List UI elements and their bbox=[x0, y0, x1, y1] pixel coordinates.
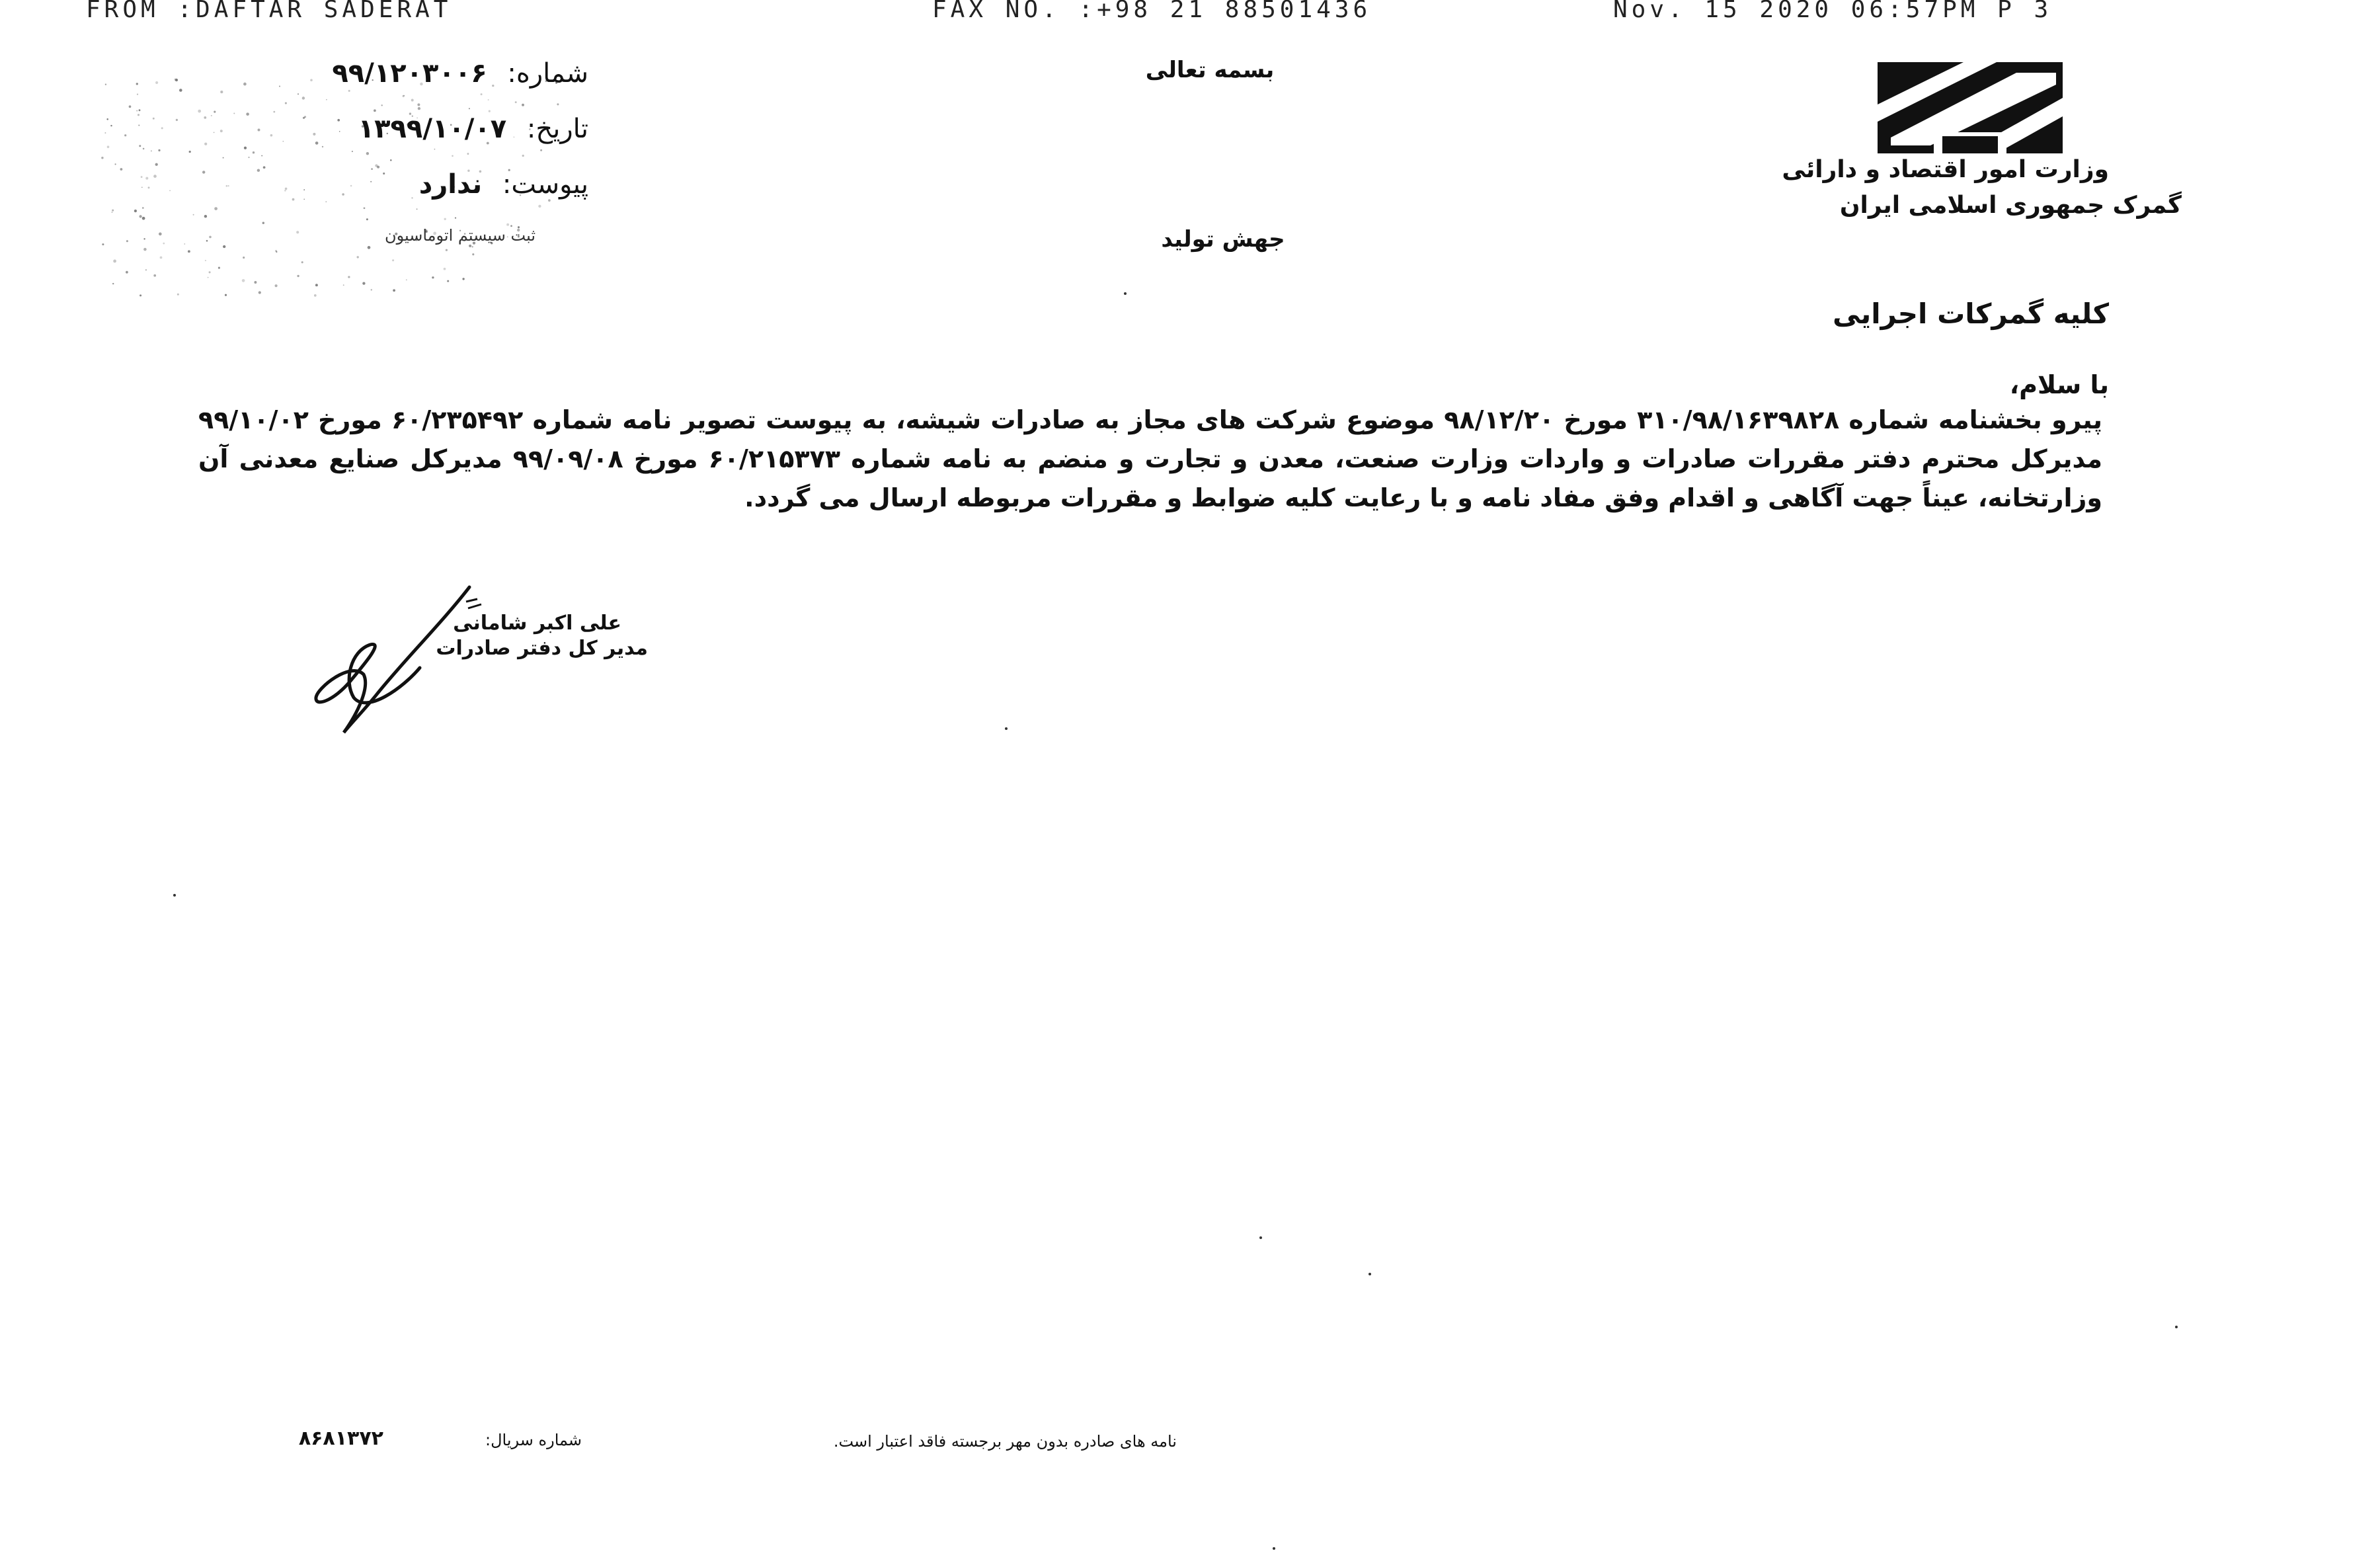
scan-speck bbox=[462, 278, 464, 280]
letter-date bbox=[358, 114, 588, 144]
scan-speck bbox=[368, 246, 371, 249]
org-customs: گمرک جمهوری اسلامی ایران bbox=[1839, 192, 2182, 219]
scan-speck bbox=[209, 236, 212, 239]
scan-speck bbox=[208, 277, 209, 278]
scan-speck bbox=[292, 198, 295, 201]
scan-dot bbox=[2175, 1326, 2178, 1328]
scan-speck bbox=[434, 149, 436, 150]
scan-speck bbox=[145, 177, 148, 180]
scan-speck bbox=[126, 240, 128, 242]
scan-speck bbox=[285, 102, 287, 104]
letter-body: پیرو بخشنامه شماره ۳۱۰/۹۸/۱۶۳۹۸۲۸ مورخ ۹۸/۱۲/۲۰ موضوع شرکت های مجاز به صادرات شیشه، به پیوست تصویر نامه شماره ۶۰/۲۳۵۴۹۲ مورخ ۹۹/۱۰/۰۲ مدیرکل محترم دفتر مقررات صادرات و واردات وزارت صنعت، معدن و تجارت و منضم به نامه شماره ۶۰/۲۱۵۳۷۳ مورخ ۹۹/۰۹/۰۸ مدیرکل صنایع معدنی آن وزارتخانه، عیناً جهت آگاهی و اقدام وفق مفاد نامه و با رعایت کلیه ضوابط و مقررات مربوطه ارسال می گردد. bbox=[198, 405, 2102, 512]
letter-number-value: ۹۹/۱۲۰۳۰۰۶ bbox=[332, 58, 487, 89]
scan-speck bbox=[348, 276, 350, 278]
scan-speck bbox=[160, 257, 163, 259]
customs-logo-icon bbox=[1864, 58, 2076, 157]
scan-speck bbox=[205, 260, 206, 261]
scan-speck bbox=[301, 261, 303, 263]
scan-speck bbox=[169, 190, 171, 191]
scan-speck bbox=[302, 97, 305, 99]
scan-speck bbox=[113, 260, 116, 263]
scan-speck bbox=[223, 245, 225, 248]
scan-speck bbox=[204, 116, 206, 119]
scan-speck bbox=[138, 114, 139, 116]
letter-number bbox=[332, 58, 588, 89]
scan-speck bbox=[522, 104, 524, 106]
scan-speck bbox=[136, 110, 138, 111]
fax-date-page: Nov. 15 2020 06:57PM P 3 bbox=[1613, 0, 2053, 23]
scan-dot bbox=[1259, 1236, 1262, 1239]
scan-speck bbox=[120, 168, 123, 171]
scan-speck bbox=[225, 294, 227, 296]
scan-speck bbox=[469, 245, 471, 247]
scan-speck bbox=[209, 271, 211, 273]
scan-speck bbox=[242, 279, 245, 282]
letter-attachment bbox=[419, 169, 588, 200]
scan-speck bbox=[310, 79, 313, 81]
scan-speck bbox=[204, 143, 207, 145]
scan-speck bbox=[538, 205, 541, 208]
scan-speck bbox=[444, 218, 446, 220]
scan-speck bbox=[220, 91, 223, 93]
scan-speck bbox=[515, 101, 517, 103]
letter-attachment-label: پیوست: bbox=[502, 169, 588, 200]
scan-speck bbox=[366, 218, 368, 220]
validity-note: نامه های صادره بدون مهر برجسته فاقد اعتبار است. bbox=[833, 1432, 1177, 1451]
scan-speck bbox=[124, 134, 126, 136]
serial-number-value: ۸۶۸۱۳۷۲ bbox=[298, 1427, 383, 1450]
scan-speck bbox=[141, 176, 143, 178]
scan-speck bbox=[189, 151, 191, 153]
scan-speck bbox=[153, 274, 156, 277]
scan-speck bbox=[325, 201, 327, 202]
scan-speck bbox=[143, 148, 145, 150]
slogan-heading: جهش تولید bbox=[1161, 226, 1285, 253]
scan-speck bbox=[366, 152, 369, 155]
scan-speck bbox=[348, 90, 350, 92]
scan-speck bbox=[136, 83, 138, 85]
scan-speck bbox=[262, 221, 264, 223]
scan-speck bbox=[101, 157, 103, 159]
scan-speck bbox=[303, 117, 305, 119]
scan-speck bbox=[112, 283, 114, 284]
scan-speck bbox=[314, 294, 317, 297]
scan-speck bbox=[444, 268, 446, 270]
scan-speck bbox=[141, 186, 143, 188]
letter-date-label: تاریخ: bbox=[526, 114, 588, 144]
scan-speck bbox=[129, 105, 132, 108]
scan-speck bbox=[283, 141, 284, 142]
scan-speck bbox=[106, 118, 108, 120]
scan-speck bbox=[411, 197, 413, 198]
scan-speck bbox=[472, 253, 474, 255]
scan-speck bbox=[489, 110, 491, 112]
scan-speck bbox=[248, 157, 249, 158]
scan-speck bbox=[253, 151, 255, 153]
scan-speck bbox=[158, 149, 160, 151]
scan-speck bbox=[233, 112, 235, 114]
scan-speck bbox=[337, 119, 340, 122]
scan-speck bbox=[315, 141, 319, 145]
scan-speck bbox=[403, 95, 405, 97]
scan-speck bbox=[184, 243, 185, 245]
scan-speck bbox=[142, 207, 144, 209]
handwritten-signature bbox=[304, 582, 489, 741]
scan-speck bbox=[258, 129, 260, 132]
letter-date-value: ۱۳۹۹/۱۰/۰۷ bbox=[358, 114, 507, 144]
scan-speck bbox=[139, 109, 141, 111]
scan-speck bbox=[418, 107, 420, 110]
scan-speck bbox=[452, 155, 454, 157]
scan-speck bbox=[243, 83, 247, 86]
scan-speck bbox=[374, 109, 376, 112]
fax-number: FAX NO. :+98 21 88501436 bbox=[932, 0, 1372, 23]
scan-dot bbox=[1368, 1273, 1371, 1275]
scan-speck bbox=[138, 124, 139, 126]
scan-speck bbox=[110, 125, 112, 126]
greeting: با سلام، bbox=[2009, 370, 2109, 399]
scan-speck bbox=[179, 89, 182, 92]
serial-number-label: شماره سریال: bbox=[485, 1431, 582, 1449]
fax-from: FROM :DAFTAR SADERAT bbox=[86, 0, 452, 23]
scan-speck bbox=[417, 103, 420, 106]
scan-speck bbox=[163, 243, 165, 245]
scan-speck bbox=[522, 155, 524, 157]
scan-speck bbox=[357, 256, 359, 258]
scan-speck bbox=[339, 131, 340, 132]
scan-speck bbox=[143, 238, 145, 239]
scan-speck bbox=[139, 145, 141, 147]
scan-speck bbox=[303, 189, 305, 190]
scan-speck bbox=[102, 243, 104, 245]
scan-speck bbox=[257, 169, 260, 171]
scan-speck bbox=[153, 175, 157, 178]
scan-speck bbox=[206, 240, 208, 242]
scan-speck bbox=[370, 181, 372, 182]
scan-speck bbox=[411, 99, 414, 102]
scan-speck bbox=[243, 257, 245, 259]
scan-speck bbox=[297, 275, 299, 277]
scan-speck bbox=[223, 157, 224, 159]
scan-speck bbox=[254, 281, 257, 284]
scan-speck bbox=[275, 284, 278, 287]
scan-speck bbox=[139, 294, 141, 296]
scan-speck bbox=[375, 164, 377, 167]
scan-speck bbox=[275, 250, 277, 252]
scan-speck bbox=[371, 289, 372, 290]
scan-speck bbox=[218, 267, 220, 269]
scan-speck bbox=[188, 250, 190, 253]
letter-number-label: شماره: bbox=[507, 58, 588, 89]
scan-speck bbox=[557, 103, 559, 105]
scan-speck bbox=[214, 132, 215, 134]
scan-speck bbox=[137, 94, 138, 95]
scan-speck bbox=[284, 190, 286, 192]
scan-speck bbox=[107, 145, 110, 148]
scan-speck bbox=[362, 282, 365, 284]
scan-dot bbox=[1005, 727, 1008, 730]
scan-speck bbox=[371, 168, 373, 170]
registration-note: ثبت سیستم اتوماسیون bbox=[384, 226, 536, 245]
scan-speck bbox=[105, 84, 106, 85]
scan-speck bbox=[270, 134, 273, 137]
scan-speck bbox=[472, 246, 473, 247]
scan-dot bbox=[1124, 292, 1127, 295]
signatory-title: مدیر کل دفتر صادرات bbox=[436, 637, 648, 660]
scan-speck bbox=[390, 159, 392, 161]
scan-speck bbox=[447, 280, 449, 282]
scan-speck bbox=[446, 249, 448, 251]
scan-speck bbox=[342, 193, 344, 196]
org-ministry: وزارت امور اقتصاد و دارائی bbox=[1782, 156, 2109, 183]
scan-speck bbox=[145, 269, 147, 270]
scan-dot bbox=[173, 894, 176, 897]
scan-speck bbox=[315, 284, 318, 286]
scan-speck bbox=[139, 215, 141, 218]
scan-speck bbox=[273, 111, 275, 113]
scan-speck bbox=[352, 151, 353, 152]
scan-speck bbox=[153, 118, 155, 120]
scan-speck bbox=[204, 215, 207, 218]
scan-speck bbox=[211, 115, 212, 116]
scan-speck bbox=[298, 93, 299, 95]
scan-speck bbox=[432, 276, 434, 278]
scan-speck bbox=[383, 173, 385, 175]
scan-speck bbox=[176, 119, 178, 121]
scan-speck bbox=[343, 284, 344, 286]
scan-speck bbox=[455, 218, 456, 219]
scan-speck bbox=[112, 210, 114, 212]
scan-speck bbox=[161, 127, 163, 129]
scan-speck bbox=[134, 210, 137, 212]
bismillah-heading: بسمه تعالی bbox=[1145, 57, 1275, 83]
scan-speck bbox=[381, 104, 382, 106]
scan-speck bbox=[393, 289, 395, 292]
scan-dot bbox=[1273, 1547, 1275, 1550]
scan-speck bbox=[151, 150, 152, 151]
scan-speck bbox=[481, 93, 483, 95]
scan-speck bbox=[350, 185, 352, 187]
scan-speck bbox=[392, 259, 394, 261]
scan-speck bbox=[279, 86, 280, 87]
scan-speck bbox=[228, 185, 229, 186]
scan-speck bbox=[155, 163, 158, 166]
scan-speck bbox=[177, 294, 179, 296]
scan-speck bbox=[175, 79, 178, 81]
scan-speck bbox=[198, 110, 201, 113]
scan-speck bbox=[303, 198, 305, 200]
scan-speck bbox=[406, 279, 407, 280]
scan-speck bbox=[142, 217, 145, 220]
scan-speck bbox=[159, 233, 162, 236]
scan-speck bbox=[488, 99, 489, 100]
recipient: کلیه گمرکات اجرایی bbox=[1833, 298, 2109, 330]
scan-speck bbox=[263, 166, 266, 169]
scan-speck bbox=[540, 149, 542, 151]
fax-header bbox=[0, 0, 2380, 26]
scan-speck bbox=[416, 208, 418, 210]
signatory-name: علی اکبر شامانی bbox=[453, 612, 621, 635]
scan-speck bbox=[258, 291, 261, 294]
scan-speck bbox=[469, 108, 470, 109]
letter-attachment-value: ندارد bbox=[418, 169, 483, 200]
scan-speck bbox=[226, 185, 228, 187]
scan-speck bbox=[126, 271, 128, 274]
scan-speck bbox=[261, 155, 262, 157]
scan-speck bbox=[143, 248, 147, 251]
scan-speck bbox=[214, 111, 216, 113]
scan-speck bbox=[326, 99, 327, 100]
scan-speck bbox=[202, 171, 205, 173]
scan-speck bbox=[296, 231, 299, 233]
scan-speck bbox=[220, 130, 223, 132]
scan-speck bbox=[244, 147, 247, 149]
scan-speck bbox=[214, 207, 218, 210]
scan-speck bbox=[322, 146, 323, 147]
scan-speck bbox=[111, 212, 112, 213]
scan-speck bbox=[364, 207, 366, 209]
scan-speck bbox=[467, 153, 469, 155]
scan-speck bbox=[155, 81, 158, 84]
scan-speck bbox=[115, 163, 116, 165]
scan-speck bbox=[193, 214, 194, 216]
scan-speck bbox=[285, 188, 288, 190]
scan-speck bbox=[148, 186, 150, 188]
scan-speck bbox=[246, 112, 249, 116]
scan-speck bbox=[104, 132, 106, 134]
scan-speck bbox=[313, 133, 315, 136]
